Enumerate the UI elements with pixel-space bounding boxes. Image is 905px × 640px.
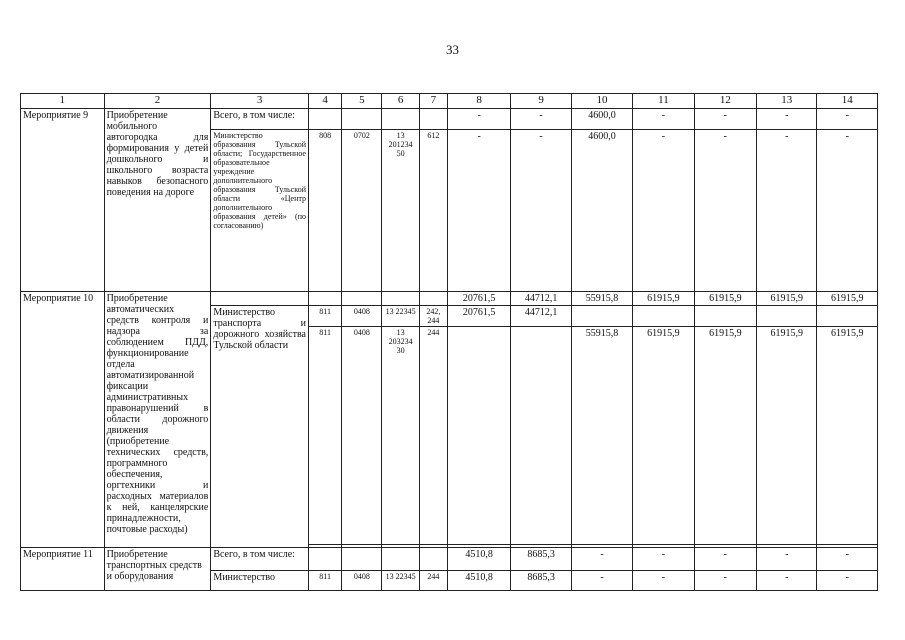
code-cell: 808 (308, 130, 341, 292)
table-row (21, 109, 878, 130)
code-cell: 0408 (342, 306, 382, 327)
header-cell: 1 (21, 94, 105, 109)
header-cell: 4 (308, 94, 341, 109)
value-cell: - (633, 109, 694, 130)
value-cell: - (633, 571, 694, 591)
value-cell: - (817, 548, 878, 571)
value-cell: 61915,9 (633, 327, 694, 545)
executor: Министерство (211, 571, 309, 591)
code-cell: 13 22345 (382, 571, 419, 591)
measure-description: Приобретение автоматических средств контроля и надзора за соблюдением ПДД, функционирование отдела автоматизированной фиксации административных правонарушений в области дорожного движения (приобретение технических средств, программного обеспечения, оргтехники и расходных материалов к ней, канцелярские принадлежности, почтовые расходы) (104, 292, 211, 548)
header-cell: 6 (382, 94, 419, 109)
value-cell: 4600,0 (571, 130, 632, 292)
header-cell: 12 (694, 94, 756, 109)
value-cell: - (694, 571, 756, 591)
code-cell: 0408 (342, 327, 382, 545)
table-row (21, 548, 878, 571)
code-cell: 13 201234 50 (382, 130, 419, 292)
value-cell: 20761,5 (447, 292, 510, 306)
value-cell: - (511, 130, 571, 292)
header-cell: 14 (817, 94, 878, 109)
measure-name: Мероприятие 11 (21, 548, 105, 591)
value-cell: - (571, 548, 632, 571)
measure-description: Приобретение мобильного автогородка для формирования у детей дошкольного и школьного возраста навыков безопасного поведения на дороге (104, 109, 211, 292)
table-row (21, 292, 878, 306)
value-cell: 61915,9 (757, 292, 817, 306)
header-cell: 2 (104, 94, 211, 109)
value-cell: 8685,3 (511, 548, 571, 571)
page-number: 33 (446, 42, 459, 57)
value-cell: - (817, 571, 878, 591)
executor: Министерство образования Тульской области; Государственное образовательное учреждение дополнительного образования Тульской области «Центр дополнительного образования детей» (по согласованию) (211, 130, 309, 292)
code-cell: 612 (419, 130, 447, 292)
header-cell: 3 (211, 94, 309, 109)
measure-name: Мероприятие 9 (21, 109, 105, 292)
header-cell: 10 (571, 94, 632, 109)
header-cell: 5 (342, 94, 382, 109)
header-cell: 9 (511, 94, 571, 109)
total-label: Всего, в том числе: (211, 109, 309, 130)
code-cell: 244 (419, 327, 447, 545)
header-cell: 7 (419, 94, 447, 109)
value-cell: - (757, 109, 817, 130)
budget-table (20, 93, 878, 591)
value-cell: 61915,9 (757, 327, 817, 545)
code-cell: 244 (419, 571, 447, 591)
value-cell: 44712,1 (511, 292, 571, 306)
value-cell: - (757, 548, 817, 571)
value-cell: 61915,9 (694, 327, 756, 545)
executor: Министерство транспорта и дорожного хозяйства Тульской области (211, 306, 309, 548)
value-cell: 8685,3 (511, 571, 571, 591)
measure-description: Приобретение транспортных средств и оборудования (104, 548, 211, 591)
value-cell: 4600,0 (571, 109, 632, 130)
value-cell: - (694, 130, 756, 292)
code-cell: 811 (308, 571, 341, 591)
value-cell: - (757, 571, 817, 591)
header-cell: 8 (447, 94, 510, 109)
value-cell: - (757, 130, 817, 292)
value-cell: 61915,9 (633, 292, 694, 306)
value-cell: 4510,8 (447, 548, 510, 571)
value-cell: - (817, 130, 878, 292)
value-cell: - (511, 109, 571, 130)
code-cell: 13 22345 (382, 306, 419, 327)
code-cell: 242, 244 (419, 306, 447, 327)
measure-name: Мероприятие 10 (21, 292, 105, 548)
code-cell: 811 (308, 306, 341, 327)
value-cell: 55915,8 (571, 327, 632, 545)
code-cell: 0408 (342, 571, 382, 591)
header-cell: 13 (757, 94, 817, 109)
value-cell: 61915,9 (694, 292, 756, 306)
code-cell: 811 (308, 327, 341, 545)
header-cell: 11 (633, 94, 694, 109)
value-cell: - (447, 109, 510, 130)
value-cell: - (571, 571, 632, 591)
value-cell: 20761,5 (447, 306, 510, 327)
value-cell: - (694, 548, 756, 571)
value-cell: - (633, 130, 694, 292)
header-row (21, 94, 878, 109)
code-cell: 0702 (342, 130, 382, 292)
value-cell: 61915,9 (817, 292, 878, 306)
value-cell: 4510,8 (447, 571, 510, 591)
total-label: Всего, в том числе: (211, 548, 309, 571)
value-cell: 44712,1 (511, 306, 571, 327)
value-cell: - (633, 548, 694, 571)
value-cell: 61915,9 (817, 327, 878, 545)
value-cell: - (447, 130, 510, 292)
value-cell: - (817, 109, 878, 130)
value-cell: - (694, 109, 756, 130)
value-cell: 55915,8 (571, 292, 632, 306)
code-cell: 13 203234 30 (382, 327, 419, 545)
